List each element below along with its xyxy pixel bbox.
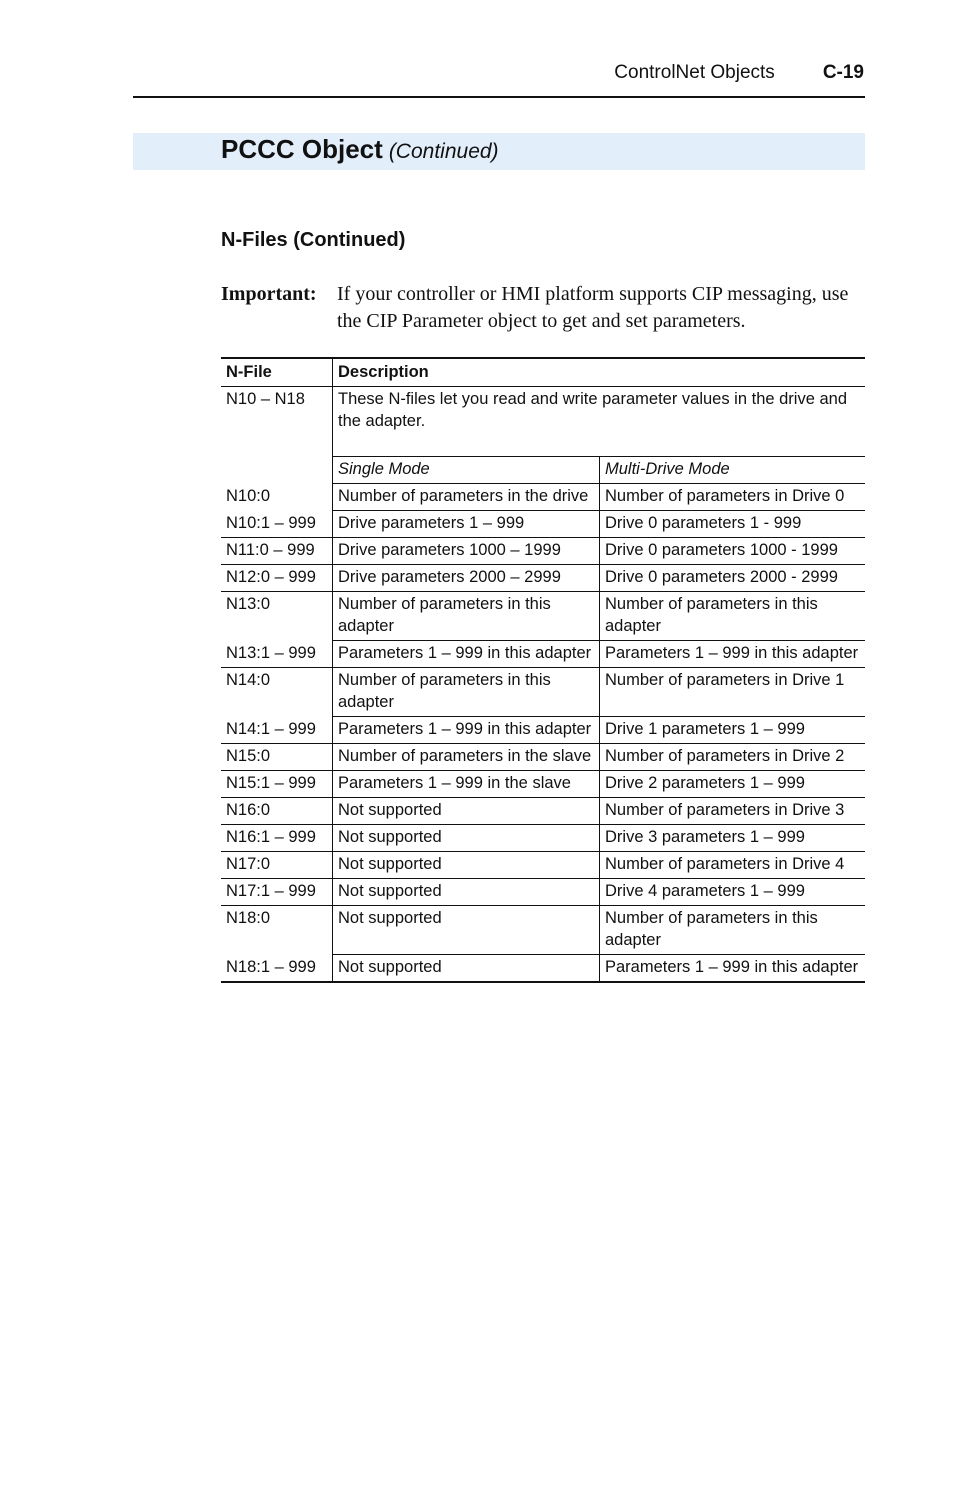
cell-nfile: N10:0 [226, 486, 271, 505]
cell-single-mode: Drive parameters 1000 – 1999 [333, 538, 600, 565]
table-row [221, 592, 865, 641]
page-number: C-19 [822, 62, 864, 83]
table-row [221, 906, 865, 955]
cell-single-mode: Not supported [333, 879, 600, 906]
running-head-section: ControlNet Objects [614, 62, 775, 83]
cell-nfile: N15:0 [221, 744, 333, 771]
cell-multi-drive-mode: Number of parameters in Drive 1 [600, 668, 866, 717]
running-head [614, 62, 864, 84]
nfiles-table [221, 357, 865, 983]
table-row [221, 825, 865, 852]
cell-multi-drive-mode: Drive 2 parameters 1 – 999 [600, 771, 866, 798]
page-title-main: PCCC Object [221, 134, 383, 164]
cell-nfile: N17:0 [221, 852, 333, 879]
cell-nfile: N13:1 – 999 [221, 641, 333, 668]
table-row [221, 744, 865, 771]
cell-single-mode: Number of parameters in the drive [333, 484, 600, 511]
important-label: Important: [221, 283, 317, 305]
cell-single-mode: Number of parameters in the slave [333, 744, 600, 771]
page-title [221, 134, 499, 165]
table-row [221, 484, 865, 511]
important-text: If your controller or HMI platform supports CIP messaging, use the CIP Parameter object to get and set parameters. [337, 283, 849, 332]
cell-single-mode: Drive parameters 2000 – 2999 [333, 565, 600, 592]
cell-multi-drive-mode: Number of parameters in Drive 2 [600, 744, 866, 771]
table-rows [221, 484, 865, 983]
cell-nfile: N13:0 [226, 595, 271, 613]
intro-nfile: N10 – N18 [226, 390, 305, 408]
cell-single-mode: Not supported [333, 798, 600, 825]
table-row [221, 771, 865, 798]
cell-nfile: N12:0 – 999 [221, 565, 333, 592]
cell-nfile: N14:0 [226, 671, 271, 689]
cell-nfile: N17:1 – 999 [221, 879, 333, 906]
table-row [221, 879, 865, 906]
header-rule [133, 96, 865, 98]
table-header-row [221, 358, 865, 387]
table-row [221, 641, 865, 668]
cell-multi-drive-mode: Drive 3 parameters 1 – 999 [600, 825, 866, 852]
important-note [221, 281, 871, 335]
cell-multi-drive-mode: Number of parameters in Drive 3 [600, 798, 866, 825]
cell-nfile: N11:0 – 999 [221, 538, 333, 565]
cell-single-mode: Not supported [333, 906, 600, 955]
cell-nfile: N16:1 – 999 [221, 825, 333, 852]
table-row [221, 798, 865, 825]
table-row [221, 668, 865, 717]
cell-multi-drive-mode: Drive 4 parameters 1 – 999 [600, 879, 866, 906]
cell-nfile: N18:0 [226, 909, 271, 927]
cell-single-mode: Parameters 1 – 999 in this adapter [333, 717, 600, 744]
cell-single-mode: Not supported [333, 825, 600, 852]
cell-multi-drive-mode: Number of parameters in Drive 0 [600, 484, 866, 511]
cell-nfile: N14:1 – 999 [221, 717, 333, 744]
cell-single-mode: Number of parameters in this adapter [333, 668, 600, 717]
cell-multi-drive-mode: Number of parameters in this adapter [600, 906, 866, 955]
cell-single-mode: Parameters 1 – 999 in the slave [333, 771, 600, 798]
cell-nfile: N10:1 – 999 [221, 511, 333, 538]
cell-single-mode: Not supported [333, 955, 600, 983]
cell-multi-drive-mode: Parameters 1 – 999 in this adapter [600, 641, 866, 668]
intro-row [221, 387, 865, 457]
cell-single-mode: Not supported [333, 852, 600, 879]
table-row [221, 565, 865, 592]
cell-multi-drive-mode: Parameters 1 – 999 in this adapter [600, 955, 866, 983]
table-row [221, 717, 865, 744]
cell-single-mode: Parameters 1 – 999 in this adapter [333, 641, 600, 668]
cell-multi-drive-mode: Number of parameters in this adapter [600, 592, 866, 641]
cell-nfile: N16:0 [221, 798, 333, 825]
cell-nfile: N15:1 – 999 [221, 771, 333, 798]
table-row [221, 852, 865, 879]
cell-nfile: N18:1 – 999 [221, 955, 333, 983]
cell-multi-drive-mode: Drive 0 parameters 1 - 999 [600, 511, 866, 538]
cell-single-mode: Number of parameters in this adapter [333, 592, 600, 641]
header-description: Description [333, 358, 866, 387]
page-title-continued: (Continued) [388, 140, 499, 163]
table-row [221, 955, 865, 983]
mode-header-single: Single Mode [333, 457, 600, 484]
section-subhead: N-Files (Continued) [221, 229, 406, 251]
cell-multi-drive-mode: Drive 0 parameters 2000 - 2999 [600, 565, 866, 592]
table-row [221, 538, 865, 565]
cell-multi-drive-mode: Drive 0 parameters 1000 - 1999 [600, 538, 866, 565]
table-row [221, 511, 865, 538]
cell-single-mode: Drive parameters 1 – 999 [333, 511, 600, 538]
mode-header-multi: Multi-Drive Mode [600, 457, 866, 484]
intro-text: These N-files let you read and write parameter values in the drive and the adapter. [333, 387, 866, 457]
cell-multi-drive-mode: Drive 1 parameters 1 – 999 [600, 717, 866, 744]
cell-multi-drive-mode: Number of parameters in Drive 4 [600, 852, 866, 879]
header-nfile: N-File [221, 358, 333, 387]
